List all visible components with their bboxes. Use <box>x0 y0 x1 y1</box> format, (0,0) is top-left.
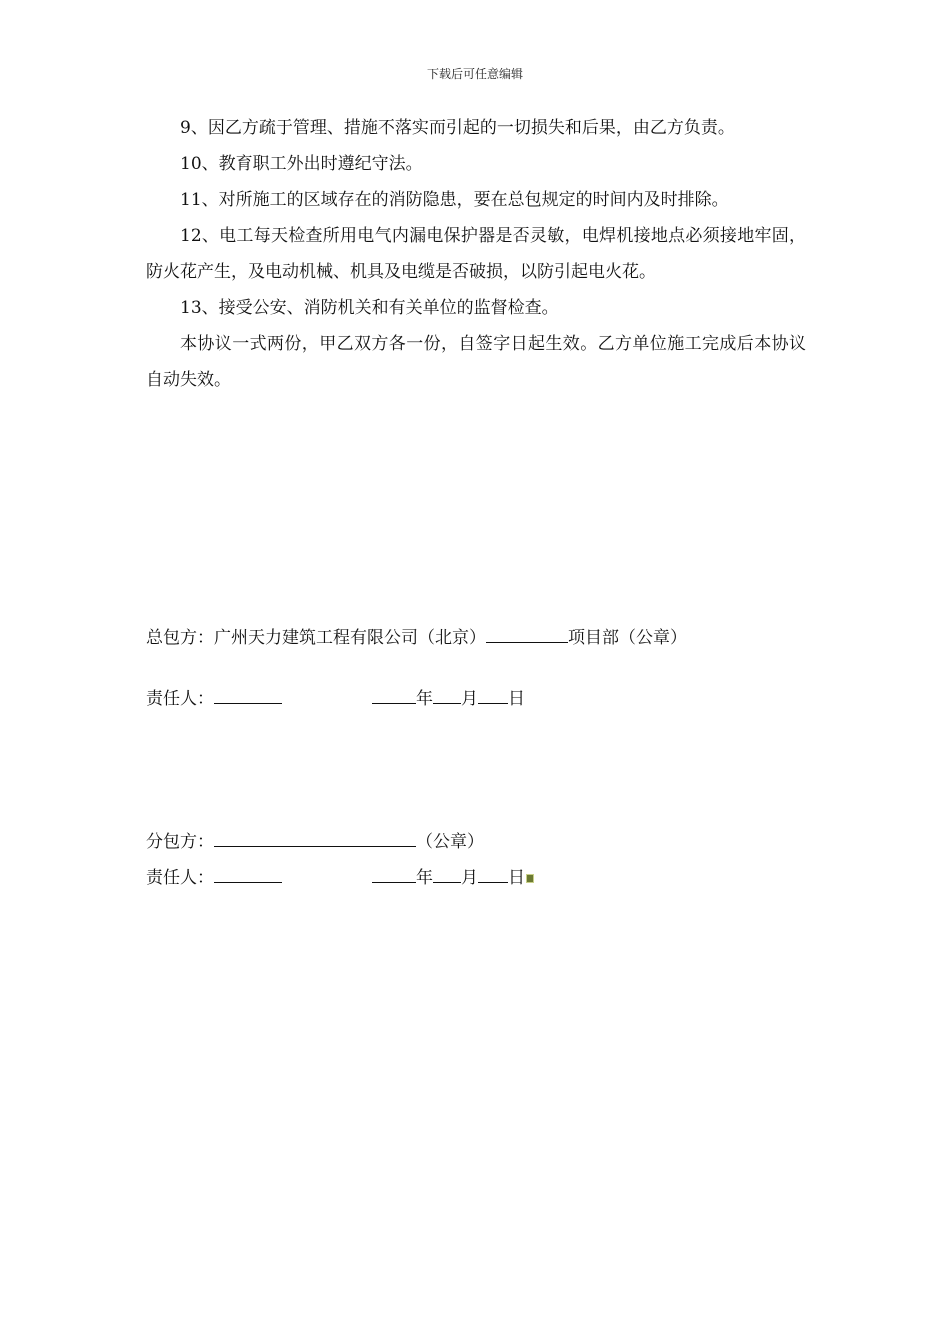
subcontractor-name-blank[interactable] <box>214 828 416 847</box>
clause-12: 12、电工每天检查所用电气内漏电保护器是否灵敏，电焊机接地点必须接地牢固，防火花产生，及电动机械、机具及电缆是否破损，以防引起电火花。 <box>146 226 806 282</box>
subcontractor-person-line <box>146 864 534 890</box>
gc-person-label: 责任人： <box>146 689 214 709</box>
general-contractor-label: 总包方： <box>146 628 214 648</box>
clause-10: 10、教育职工外出时遵纪守法。 <box>180 154 423 174</box>
sc-person-label: 责任人： <box>146 868 214 888</box>
subcontractor-line <box>146 828 484 854</box>
subcontractor-label: 分包方： <box>146 832 214 852</box>
clause-13: 13、接受公安、消防机关和有关单位的监督检查。 <box>180 298 559 318</box>
subcontractor-seal: （公章） <box>416 832 484 852</box>
agreement-clauses <box>146 110 806 398</box>
edit-anchor-icon <box>526 874 534 883</box>
sc-day-blank[interactable] <box>478 864 508 883</box>
gc-day-label: 日 <box>508 689 525 709</box>
clause-11: 11、对所施工的区域存在的消防隐患，要在总包规定的时间内及时排除。 <box>180 190 729 210</box>
project-dept-blank[interactable] <box>486 624 568 643</box>
clause-9: 9、因乙方疏于管理、措施不落实而引起的一切损失和后果，由乙方负责。 <box>180 118 735 138</box>
general-contractor-line <box>146 624 687 650</box>
sc-month-blank[interactable] <box>433 864 461 883</box>
general-contractor-dept-seal: 项目部（公章） <box>568 628 687 648</box>
gc-person-blank[interactable] <box>214 685 282 704</box>
sc-month-label: 月 <box>461 868 478 888</box>
sc-day-label: 日 <box>508 868 525 888</box>
sc-year-blank[interactable] <box>372 864 416 883</box>
gc-month-blank[interactable] <box>433 685 461 704</box>
gc-year-blank[interactable] <box>372 685 416 704</box>
gc-year-label: 年 <box>416 689 433 709</box>
general-contractor-company: 广州天力建筑工程有限公司（北京） <box>214 628 486 648</box>
sc-year-label: 年 <box>416 868 433 888</box>
general-contractor-person-line <box>146 685 525 711</box>
page-header-note: 下载后可任意编辑 <box>426 67 523 81</box>
sc-person-blank[interactable] <box>214 864 282 883</box>
validity-clause: 本协议一式两份，甲乙双方各一份，自签字日起生效。乙方单位施工完成后本协议自动失效。 <box>146 334 806 390</box>
gc-day-blank[interactable] <box>478 685 508 704</box>
gc-month-label: 月 <box>461 689 478 709</box>
